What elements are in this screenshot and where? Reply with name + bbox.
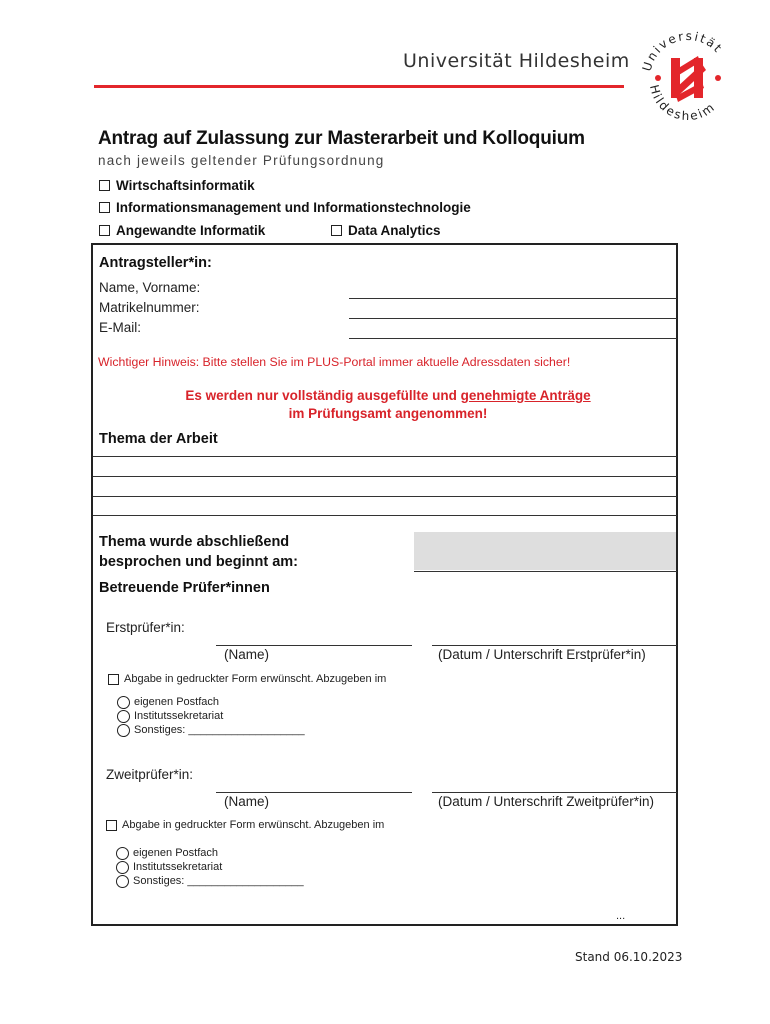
program-angewandte-informatik[interactable] (99, 223, 265, 238)
radio-button[interactable] (116, 875, 129, 888)
radio-button[interactable] (117, 710, 130, 723)
radio-label: Institutssekretariat (133, 861, 223, 873)
print-option-label: Abgabe in gedruckter Form erwünscht. Abzugeben im (122, 819, 385, 831)
second-signature-caption: (Datum / Unterschrift Zweitprüfer*in) (438, 794, 655, 809)
second-print-option[interactable] (106, 819, 384, 831)
first-examiner-signature-field[interactable] (432, 645, 677, 646)
second-examiner-name-field[interactable] (216, 792, 412, 793)
first-examiner-label: Erstprüfer*in: (106, 620, 185, 635)
radio-label: Institutssekretariat (134, 710, 224, 722)
second-examiner-signature-field[interactable] (432, 792, 677, 793)
form-title: Antrag auf Zulassung zur Masterarbeit und Kolloquium (98, 128, 585, 149)
first-print-option[interactable] (108, 673, 386, 685)
topic-line[interactable] (93, 496, 677, 497)
checkbox[interactable] (331, 225, 342, 236)
continuation-mark: ... (616, 910, 626, 922)
supervisors-heading: Betreuende Prüfer*innen (99, 580, 270, 596)
checkbox[interactable] (106, 820, 117, 831)
radio-institute-office[interactable] (117, 709, 305, 723)
second-delivery-options (116, 846, 304, 888)
radio-own-mailbox[interactable] (116, 846, 304, 860)
first-examiner-name-field[interactable] (216, 645, 412, 646)
radio-label: Sonstiges: ___________________ (133, 875, 304, 887)
start-date-field[interactable] (414, 532, 676, 570)
radio-button[interactable] (116, 861, 129, 874)
thesis-topic-heading: Thema der Arbeit (99, 431, 218, 447)
warning-text: Es werden nur vollständig ausgefüllte und (185, 388, 461, 403)
second-examiner-label: Zweitprüfer*in: (106, 767, 194, 782)
print-option-label: Abgabe in gedruckter Form erwünscht. Abzugeben im (124, 673, 387, 685)
start-date-underline (414, 571, 677, 572)
first-delivery-options (117, 695, 305, 737)
header-rule (94, 85, 624, 88)
logo-mark (655, 56, 721, 102)
radio-button[interactable] (117, 696, 130, 709)
program-informationsmanagement[interactable] (99, 200, 471, 215)
university-name: Universität Hildesheim (403, 50, 630, 72)
logo-text-top: Universität (639, 28, 726, 73)
radio-other[interactable] (117, 723, 305, 737)
first-signature-caption: (Datum / Unterschrift Erstprüfer*in) (438, 647, 646, 662)
second-name-caption: (Name) (224, 794, 270, 809)
radio-label: eigenen Postfach (133, 847, 219, 859)
acceptance-warning-line2: im Prüfungsamt angenommen! (288, 406, 488, 421)
program-data-analytics[interactable] (331, 223, 441, 238)
program-label: Data Analytics (348, 223, 441, 238)
logo-text-bottom: Hildesheim (646, 83, 719, 124)
email-field[interactable] (349, 338, 677, 339)
address-hint: Wichtiger Hinweis: Bitte stellen Sie im PLUS-Portal immer aktuelle Adressdaten sicher! (98, 355, 571, 369)
topic-line[interactable] (93, 476, 677, 477)
warning-underlined: genehmigte Anträge (460, 388, 591, 403)
university-logo (636, 26, 740, 130)
checkbox[interactable] (99, 225, 110, 236)
version-date: Stand 06.10.2023 (575, 950, 683, 964)
first-name-caption: (Name) (224, 647, 270, 662)
radio-own-mailbox[interactable] (117, 695, 305, 709)
topic-line[interactable] (93, 456, 677, 457)
topic-discussed-label: Thema wurde abschließend (99, 534, 290, 550)
acceptance-warning (98, 388, 678, 403)
radio-other[interactable] (116, 874, 304, 888)
program-label: Informationsmanagement und Informationstechnologie (116, 200, 471, 215)
program-label: Wirtschaftsinformatik (116, 178, 255, 193)
email-label: E-Mail: (99, 320, 142, 335)
topic-line[interactable] (93, 515, 677, 516)
radio-button[interactable] (116, 847, 129, 860)
checkbox[interactable] (99, 202, 110, 213)
topic-discussed-label-2: besprochen und beginnt am: (99, 554, 298, 570)
radio-button[interactable] (117, 724, 130, 737)
matrikel-label: Matrikelnummer: (99, 300, 200, 315)
name-label: Name, Vorname: (99, 280, 201, 295)
checkbox[interactable] (99, 180, 110, 191)
form-subtitle: nach jeweils geltender Prüfungsordnung (98, 153, 385, 168)
program-wirtschaftsinformatik[interactable] (99, 178, 255, 193)
radio-label: eigenen Postfach (134, 696, 220, 708)
checkbox[interactable] (108, 674, 119, 685)
program-label: Angewandte Informatik (116, 223, 266, 238)
radio-label: Sonstiges: ___________________ (134, 724, 305, 736)
matrikel-field[interactable] (349, 318, 677, 319)
name-field[interactable] (349, 298, 677, 299)
applicant-heading: Antragsteller*in: (99, 255, 212, 271)
radio-institute-office[interactable] (116, 860, 304, 874)
